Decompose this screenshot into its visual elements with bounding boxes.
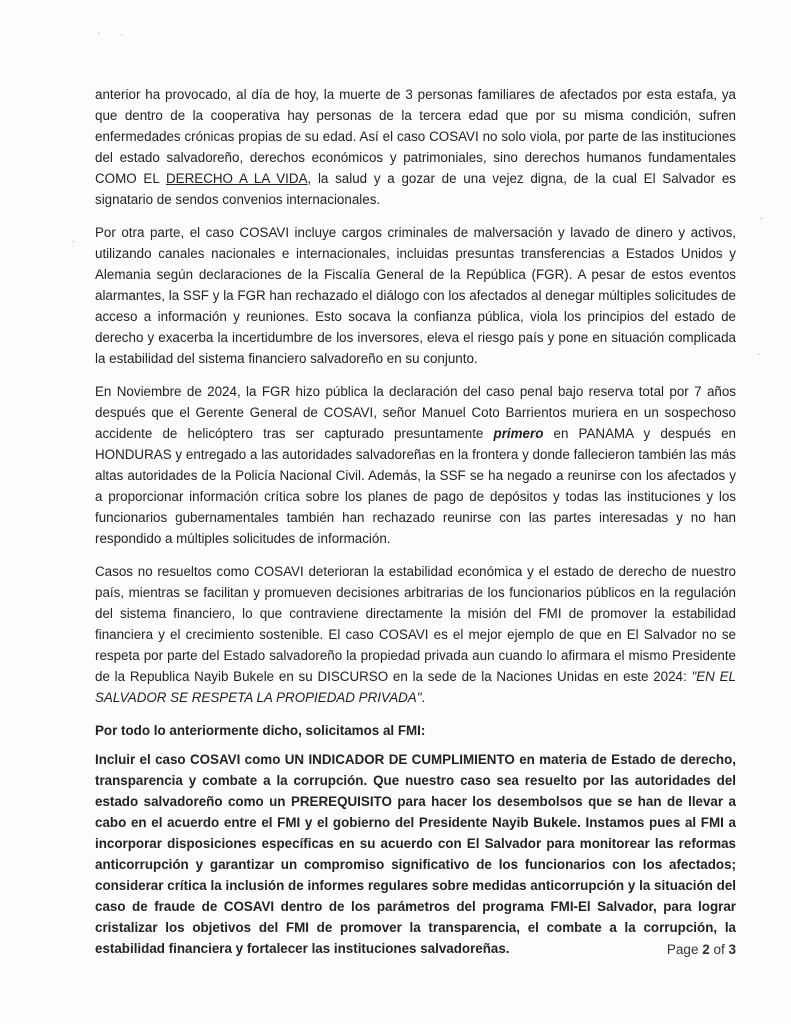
page-number-total: 3 (728, 942, 736, 957)
page-number-current: 2 (702, 942, 710, 957)
paragraph-health-impact: anterior ha provocado, al día de hoy, la muerte de 3 personas familiares de afectados por esta estafa, ya que dentro de la cooperativa hay personas de la tercera edad que por su misma condición, sufren enfermedades crónicas propias de su edad. Así el caso COSAVI no solo viola, por parte de las instituciones del estado salvadoreño, derechos económicos y patrimoniales, sino derechos humanos fundamentales COMO EL DERECHO A LA VIDA, la salud y a gozar de una vejez digna, de la cual El Salvador es signatario de sendos convenios internacionales. (95, 87, 736, 207)
paragraph-fgr-declaration: En Noviembre de 2024, la FGR hizo pública la declaración del caso penal bajo reserva total por 7 años después que el Gerente General de COSAVI, señor Manuel Coto Barrientos muriera en un sospechoso accidente de helicóptero tras ser capturado presuntamente primero en PANAMA y después en HONDURAS y entregado a las autoridades salvadoreñas en la frontera y donde fallecieron también las más altas autoridades de la Policía Nacional Civil. Además, la SSF se ha negado a reunirse con los afectados y a proporcionar información crítica sobre los planes de pago de depósitos y todas las instituciones y los funcionarios gubernamentales también han rechazado reunirse con las partes interesadas y no han respondido a múltiples solicitudes de información. (95, 384, 737, 546)
scan-speck: · (72, 236, 76, 247)
scan-speck: · (120, 30, 124, 41)
paragraph-criminal-charges: Por otra parte, el caso COSAVI incluye cargos criminales de malversación y lavado de dinero y activos, utilizando canales nacionales e internacionales, incluidas presuntas transferencias a Estados Unidos y Alemania según declaraciones de la Fiscalía General de la República (FGR). A pesar de estos eventos alarmantes, la SSF y la FGR han rechazado el diálogo con los afectados al denegar múltiples solicitudes de acceso a información y reuniones. Esto socava la confianza pública, viola los principios del estado de derecho y exacerba la incertidumbre de los inversores, eleva el riesgo país y pone en situación complicada la estabilidad del sistema financiero salvadoreño en su conjunto. (95, 225, 736, 366)
request-heading: Por todo lo anteriormente dicho, solicitamos al FMI: (95, 723, 426, 738)
paragraph-request-to-imf: Incluir el caso COSAVI como UN INDICADOR DE CUMPLIMIENTO en materia de Estado de derecho, transparencia y combate a la corrupción. Que nuestro caso sea resuelto por las autoridades del estado salvadoreño como un PREREQUISITO para hacer los desembolsos que se han de llevar a cabo en el acuerdo entre el FMI y el gobierno del Presidente Nayib Bukele. Instamos pues al FMI a incorporar disposiciones específicas en su acuerdo con El Salvador para monitorear las reformas anticorrupción y garantizar un compromiso significativo de los funcionarios con los afectados; considerar crítica la inclusión de informes regulares sobre medidas anticorrupción y la situación del caso de fraude de COSAVI dentro de los parámetros del programa FMI-El Salvador, para lograr cristalizar los objetivos del FMI de promover la transparencia, el combate a la corrupción, la estabilidad financiera y fortalecer las instituciones salvadoreñas. (95, 752, 736, 956)
scan-speck: · (97, 28, 101, 39)
paragraph-unresolved-cases: Casos no resueltos como COSAVI deterioran la estabilidad económica y el estado de derecho de nuestro país, mientras se facilitan y promueven decisiones arbitrarias de los funcionarios públicos en la regulación del sistema financiero, lo que contraviene directamente la misión del FMI de promover la estabilidad financiera y el crecimiento sostenible. El caso COSAVI es el mejor ejemplo de que en El Salvador no se respeta por parte del Estado salvadoreño la propiedad privada aun cuando lo afirmara el mismo Presidente de la Republica Nayib Bukele en su DISCURSO en la sede de la Naciones Unidas en este 2024: "EN EL SALVADOR SE RESPETA LA PROPIEDAD PRIVADA". (95, 564, 736, 705)
letter-body (95, 84, 736, 959)
quoted-speech: "EN EL SALVADOR SE RESPETA LA PROPIEDAD PRIVADA" (95, 669, 736, 705)
emphasis-primero: primero (493, 426, 544, 441)
scan-speck: · (757, 349, 761, 360)
underlined-right-to-life: DERECHO A LA VIDA (166, 171, 308, 186)
scan-speck: · (760, 213, 764, 224)
page-number: Page 2 of 3 (666, 942, 736, 957)
